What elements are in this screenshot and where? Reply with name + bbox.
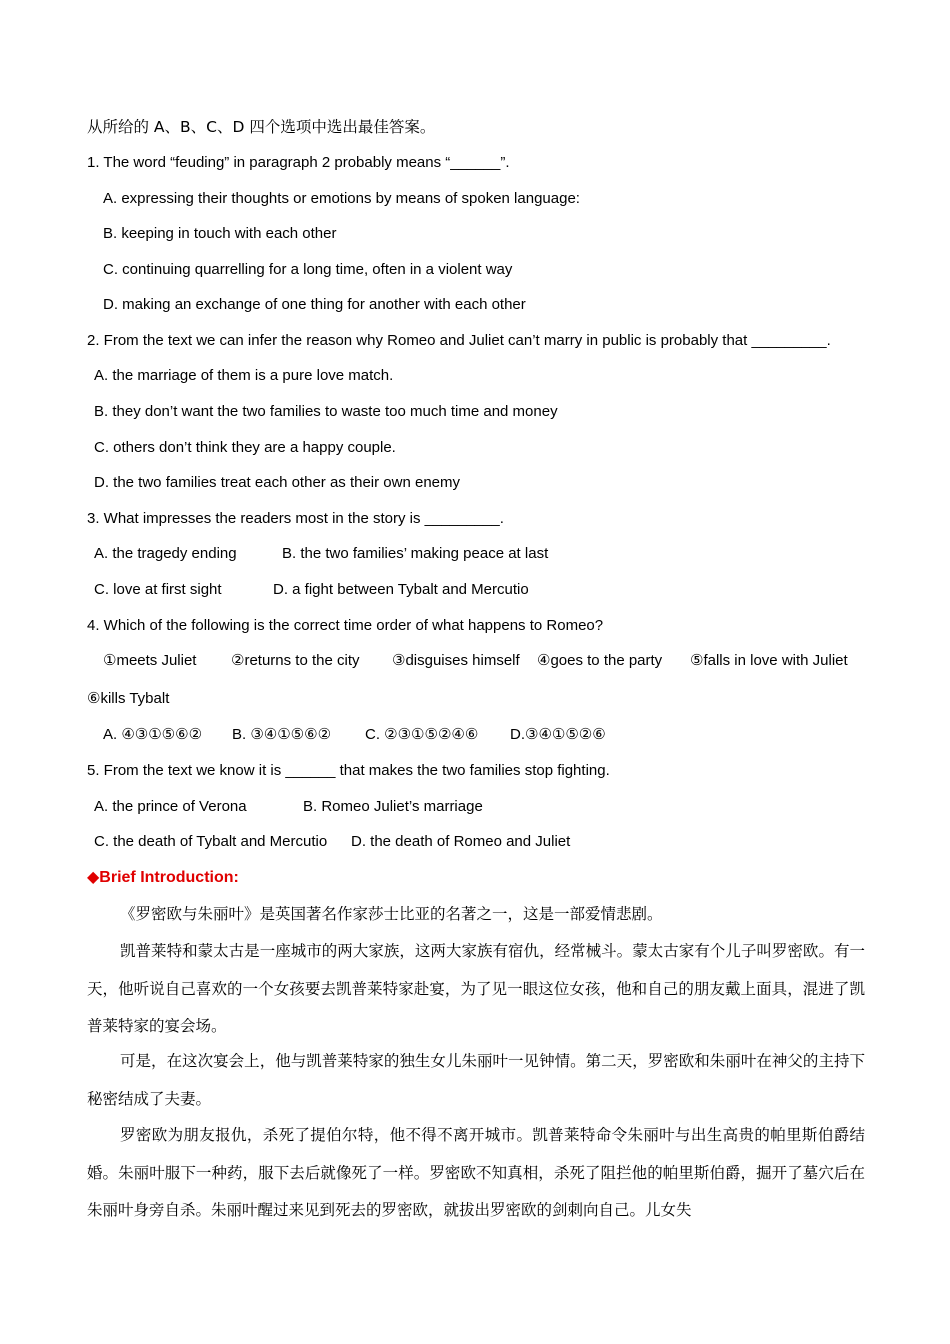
question-4-event-1: ①meets Juliet: [103, 652, 197, 669]
question-3-option-c: C. love at first sight: [94, 581, 222, 598]
brief-introduction-heading: ◆Brief Introduction:: [87, 869, 239, 886]
brief-paragraph-4: 罗密欧为朋友报仇，杀死了提伯尔特，他不得不离开城市。凯普莱特命令朱丽叶与出生高贵的帕里斯伯爵结婚。朱丽叶服下一种药，服下去后就像死了一样。罗密欧不知真相，杀死了阻拦他的帕里斯伯爵，掘开了墓穴后在朱丽叶身旁自杀。朱丽叶醒过来见到死去的罗密欧，就拔出罗密欧的剑刺向自己。儿女失: [87, 1126, 865, 1219]
question-5-stem: 5. From the text we know it is ______ that makes the two families stop fighting.: [87, 762, 610, 779]
question-1-option-c: C. continuing quarrelling for a long time, often in a violent way: [103, 261, 513, 278]
instruction-text: 从所给的 A、B、C、D 四个选项中选出最佳答案。: [87, 118, 436, 136]
question-4-option-b: B. ③④①⑤⑥②: [232, 726, 332, 743]
question-2-option-c: C. others don’t think they are a happy couple.: [94, 439, 396, 456]
question-4-option-d: D.③④①⑤②⑥: [510, 726, 606, 743]
question-4-option-c: C. ②③①⑤②④⑥: [365, 726, 479, 743]
question-4-event-3: ③disguises himself: [392, 652, 520, 669]
question-2-option-d: D. the two families treat each other as their own enemy: [94, 474, 461, 491]
question-2-option-a: A. the marriage of them is a pure love match.: [94, 367, 394, 384]
question-4-option-a: A. ④③①⑤⑥②: [103, 726, 203, 743]
question-1-option-a: A. expressing their thoughts or emotions by means of spoken language:: [103, 190, 580, 207]
question-5-option-c: C. the death of Tybalt and Mercutio: [94, 833, 328, 850]
brief-paragraph-1: 《罗密欧与朱丽叶》是英国著名作家莎士比亚的名著之一，这是一部爱情悲剧。: [120, 905, 663, 923]
question-3-option-a: A. the tragedy ending: [94, 545, 237, 562]
question-2-stem: 2. From the text we can infer the reason why Romeo and Juliet can’t marry in public is probably that _________.: [87, 332, 831, 349]
question-1-option-d: D. making an exchange of one thing for another with each other: [103, 296, 526, 313]
question-5-option-b: B. Romeo Juliet’s marriage: [303, 798, 483, 815]
question-4-stem: 4. Which of the following is the correct time order of what happens to Romeo?: [87, 617, 604, 634]
question-2-option-b: B. they don’t want the two families to waste too much time and money: [94, 403, 558, 420]
question-4-event-2: ②returns to the city: [231, 652, 360, 669]
question-3-option-d: D. a fight between Tybalt and Mercutio: [273, 581, 529, 598]
brief-paragraph-2: 凯普莱特和蒙太古是一座城市的两大家族，这两大家族有宿仇，经常械斗。蒙太古家有个儿子叫罗密欧。有一天，他听说自己喜欢的一个女孩要去凯普莱特家赴宴，为了见一眼这位女孩，他和自己的朋友戴上面具，混进了凯普莱特家的宴会场。: [87, 942, 865, 1035]
question-3-option-b: B. the two families’ making peace at last: [282, 545, 549, 562]
question-4-event-6: ⑥kills Tybalt: [87, 690, 170, 707]
question-1-option-b: B. keeping in touch with each other: [103, 225, 337, 242]
question-1-stem: 1. The word “feuding” in paragraph 2 probably means “______”.: [87, 154, 510, 171]
question-5-option-a: A. the prince of Verona: [94, 798, 247, 815]
question-4-event-4: ④goes to the party: [537, 652, 663, 669]
question-5-option-d: D. the death of Romeo and Juliet: [351, 833, 571, 850]
question-3-stem: 3. What impresses the readers most in the story is _________.: [87, 510, 504, 527]
question-4-event-5: ⑤falls in love with Juliet: [690, 652, 848, 669]
brief-paragraph-3: 可是，在这次宴会上，他与凯普莱特家的独生女儿朱丽叶一见钟情。第二天，罗密欧和朱丽叶在神父的主持下秘密结成了夫妻。: [87, 1052, 865, 1108]
